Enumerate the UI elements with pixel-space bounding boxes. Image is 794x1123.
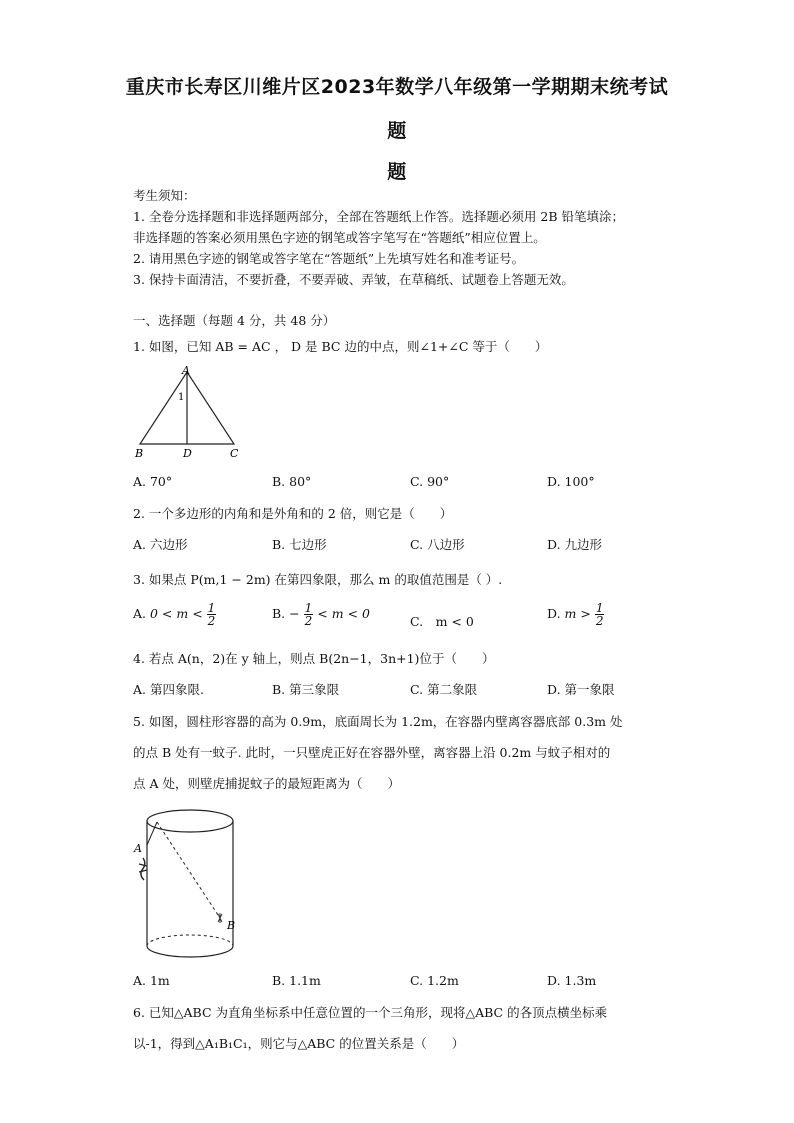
vertex-label-c: C <box>230 447 239 460</box>
option-d[interactable]: D. 第一象限 <box>547 682 615 697</box>
fraction <box>595 602 605 627</box>
question-2-text: 2. 一个多边形的内角和是外角和的 2 倍，则它是（ ） <box>133 506 453 521</box>
denominator: 2 <box>595 614 604 628</box>
notice-line: 2. 请用黑色字迹的钢笔或答字笔在“答题纸”上先填写姓名和准考证号。 <box>133 251 525 266</box>
option-d[interactable]: D. 1.3m <box>547 973 597 988</box>
option-a[interactable]: A. 第四象限. <box>133 682 204 697</box>
gecko-icon <box>139 858 147 880</box>
question-6-text: 以-1，得到△A₁B₁C₁，则它与△ABC 的位置关系是（ ） <box>133 1036 465 1051</box>
point-label-a: A <box>134 842 142 855</box>
question-3-text: 3. 如果点 P(m,1 − 2m) 在第四象限，那么 m 的取值范围是（ ）. <box>133 572 503 587</box>
option-b[interactable]: B. 80° <box>272 474 312 489</box>
option-d[interactable]: D. 九边形 <box>547 537 603 552</box>
vertex-label-b: B <box>135 447 144 460</box>
cylinder-figure <box>130 800 245 965</box>
numerator: 1 <box>304 601 313 615</box>
question-1-text: 1. 如图，已知 AB = AC ， D 是 BC 边的中点，则∠1+∠C 等于（ ） <box>133 339 548 354</box>
denominator: 2 <box>304 614 313 628</box>
option-d[interactable]: D. 100° <box>547 474 595 489</box>
option-b-expr: < m < 0 <box>317 606 370 621</box>
option-a[interactable]: A. 六边形 <box>133 537 188 552</box>
option-a-prefix: A. <box>133 606 147 621</box>
option-a[interactable]: A. 1m <box>133 973 170 988</box>
option-b[interactable]: B. 七边形 <box>272 537 327 552</box>
fraction <box>207 602 217 627</box>
angle-label-1: 1 <box>178 392 185 403</box>
option-b-prefix: B. <box>272 606 286 621</box>
option-b[interactable] <box>272 602 370 627</box>
numerator: 1 <box>595 601 604 615</box>
notice-line: 非选择题的答案必须用黑色字迹的钢笔或答字笔写在“答题纸”相应位置上。 <box>133 230 546 245</box>
question-5-text: 5. 如图，圆柱形容器的高为 0.9m，底面周长为 1.2m，在容器内壁离容器底部 0.3m 处 <box>133 714 623 729</box>
vertex-label-a: A <box>182 364 190 377</box>
option-c[interactable]: C. 1.2m <box>410 973 459 988</box>
option-c[interactable]: C. m < 0 <box>410 614 474 629</box>
notice-line: 3. 保持卡面清洁，不要折叠，不要弄破、弄皱，在草稿纸、试题卷上答题无效。 <box>133 272 574 287</box>
option-d-expr: m > <box>564 606 591 621</box>
option-d-prefix: D. <box>547 606 561 621</box>
question-5-text: 点 A 处，则壁虎捕捉蚊子的最短距离为（ ） <box>133 776 400 791</box>
notice-line: 1. 全卷分选择题和非选择题两部分，全部在答题纸上作答。选择题必须用 2B 铅笔填涂； <box>133 209 624 224</box>
option-c[interactable]: C. 第二象限 <box>410 682 478 697</box>
option-b[interactable]: B. 1.1m <box>272 973 321 988</box>
option-b[interactable]: B. 第三象限 <box>272 682 340 697</box>
denominator: 2 <box>207 614 216 628</box>
section-heading: 一、选择题（每题 4 分，共 48 分） <box>133 313 336 328</box>
triangle-figure <box>130 364 245 462</box>
question-4-text: 4. 若点 A(n，2)在 y 轴上，则点 B(2n−1，3n+1)位于（ ） <box>133 651 495 666</box>
notice-heading: 考生须知： <box>133 188 196 203</box>
option-d[interactable] <box>547 602 604 627</box>
mosquito-icon <box>218 913 222 923</box>
vertex-label-d: D <box>183 447 192 460</box>
question-5-text: 的点 B 处有一蚊子. 此时，一只壁虎正好在容器外壁，离容器上沿 0.2m 与蚊子相对的 <box>133 745 611 760</box>
fraction <box>304 602 314 627</box>
option-a-expr: 0 < m < <box>150 606 203 621</box>
exam-title-continued: 题 <box>387 120 407 142</box>
exam-title: 重庆市长寿区川维片区2023年数学八年级第一学期期末统考试 <box>125 76 669 98</box>
option-c[interactable]: C. 90° <box>410 474 450 489</box>
point-label-b: B <box>227 919 236 932</box>
exam-subtitle: 题 <box>387 161 407 183</box>
option-b-minus: − <box>289 606 300 621</box>
option-a[interactable] <box>133 602 216 627</box>
numerator: 1 <box>207 601 216 615</box>
option-a[interactable]: A. 70° <box>133 474 173 489</box>
option-c[interactable]: C. 八边形 <box>410 537 465 552</box>
question-6-text: 6. 已知△ABC 为直角坐标系中任意位置的一个三角形，现将△ABC 的各顶点横坐标乘 <box>133 1005 608 1020</box>
